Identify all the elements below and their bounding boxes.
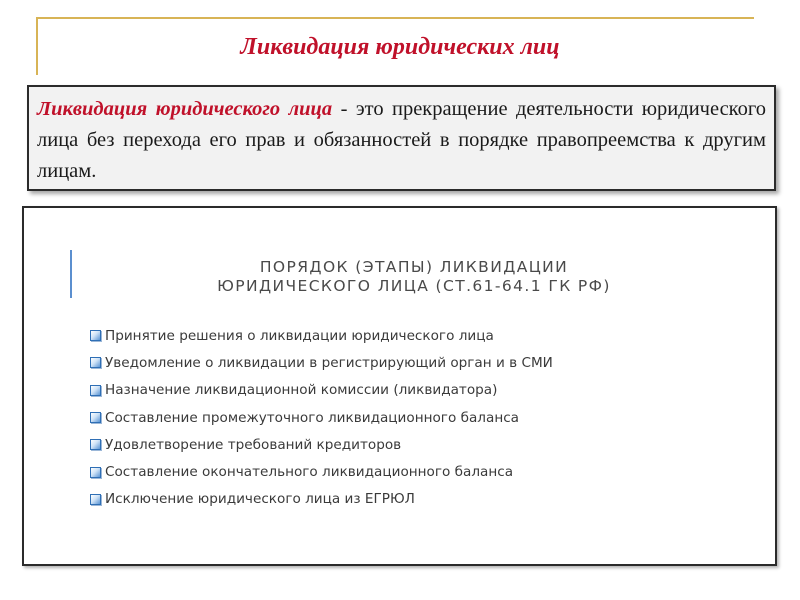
accent-bar bbox=[70, 250, 72, 298]
stage-item bbox=[90, 486, 553, 513]
stage-item-label: Принятие решения о ликвидации юридического лица bbox=[105, 327, 494, 344]
decorative-top-line bbox=[36, 17, 754, 19]
slide-title: Ликвидация юридических лиц bbox=[240, 34, 560, 60]
square-bullet-icon bbox=[90, 467, 101, 478]
stage-item bbox=[90, 431, 553, 458]
stage-item-label: Составление окончательного ликвидационного баланса bbox=[105, 464, 514, 481]
stage-item bbox=[90, 349, 553, 376]
stage-item-label: Уведомление о ликвидации в регистрирующий орган и в СМИ bbox=[105, 354, 553, 371]
definition-term: Ликвидация юридического лица bbox=[37, 98, 333, 120]
definition-paragraph bbox=[37, 94, 766, 187]
stage-item bbox=[90, 404, 553, 431]
stage-item-label: Удовлетворение требований кредиторов bbox=[105, 436, 402, 453]
square-bullet-icon bbox=[90, 439, 101, 450]
stages-heading bbox=[104, 258, 724, 296]
stage-item-label: Исключение юридического лица из ЕГРЮЛ bbox=[105, 491, 415, 508]
square-bullet-icon bbox=[90, 357, 101, 368]
square-bullet-icon bbox=[90, 330, 101, 341]
stage-item bbox=[90, 458, 553, 485]
stages-list bbox=[90, 322, 553, 513]
stage-item bbox=[90, 377, 553, 404]
square-bullet-icon bbox=[90, 494, 101, 505]
definition-box bbox=[27, 85, 776, 191]
stage-item bbox=[90, 322, 553, 349]
stages-heading-line2: ЮРИДИЧЕСКОГО ЛИЦА (СТ.61-64.1 ГК РФ) bbox=[217, 277, 611, 295]
square-bullet-icon bbox=[90, 385, 101, 396]
definition-text: - это прекращение деятельности юридического лица без перехода его прав и обязанностей в порядке правопреемства к другим лицам. bbox=[37, 98, 767, 182]
stages-panel bbox=[22, 206, 777, 566]
stages-heading-line1: ПОРЯДОК (ЭТАПЫ) ЛИКВИДАЦИИ bbox=[259, 258, 569, 276]
stage-item-label: Составление промежуточного ликвидационного баланса bbox=[105, 409, 520, 426]
stage-item-label: Назначение ликвидационной комиссии (ликвидатора) bbox=[105, 382, 498, 399]
square-bullet-icon bbox=[90, 412, 101, 423]
